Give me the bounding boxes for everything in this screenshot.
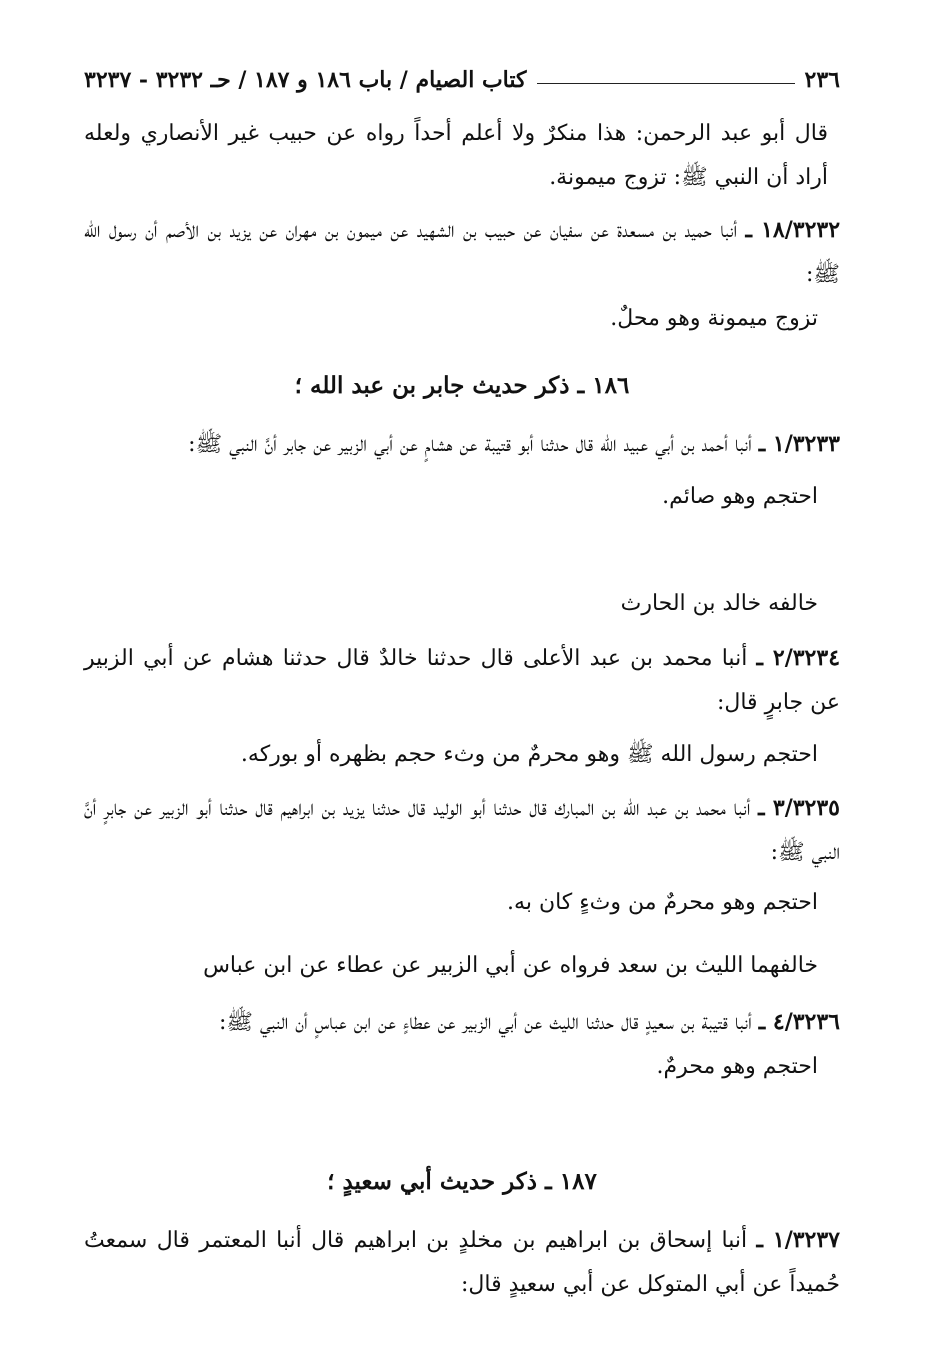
isnad-text: أنبا أحمد بن أبي عبيد الله قال حدثنا أبو قتيبة عن هشامٍ عن أبي الزبير عن جابر أنَّ النبي ﷺ: bbox=[188, 432, 752, 457]
hadith-number: ٢/٣٢٣٤ ـ bbox=[756, 645, 841, 671]
page-number: ٢٣٦ bbox=[804, 67, 840, 93]
hadith-number: ١/٣٢٣٣ ـ bbox=[758, 431, 840, 457]
hadith-3232-isnad bbox=[84, 208, 840, 297]
section-heading-186: ١٨٦ ـ ذكر حديث جابر بن عبد الله ؛ bbox=[294, 372, 630, 399]
hadith-3232-matn: تزوج ميمونة وهو محلٌ. bbox=[610, 306, 818, 331]
hadith-3232 bbox=[84, 208, 840, 341]
isnad-text: أنبا محمد بن عبد الله بن المبارك قال حدثنا أبو الوليد قال حدثنا يزيد بن ابراهيم قال حدثنا أبو الزبير عن جابرٍ أنَّ النبي ﷺ: bbox=[84, 796, 840, 865]
running-title: كتاب الصيام / باب ١٨٦ و ١٨٧ / حـ ٣٢٣٢ - ٣٢٣٧ bbox=[84, 67, 527, 93]
hadith-3234 bbox=[84, 636, 840, 777]
hadith-3237 bbox=[84, 1218, 840, 1307]
header-rule bbox=[537, 83, 795, 84]
section-heading-187: ١٨٧ ـ ذكر حديث أبي سعيدٍ ؛ bbox=[327, 1168, 597, 1195]
hadith-3236-isnad bbox=[84, 1000, 840, 1045]
isnad-text: أنبا إسحاق بن ابراهيم بن مخلدٍ بن ابراهيم قال أنبا المعتمر قال سمعتُ حُميداً عن أبي المتوكل عن أبي سعيدٍ قال: bbox=[84, 1228, 840, 1297]
note-khalid bbox=[84, 582, 840, 626]
isnad-text: أنبا قتيبة بن سعيدٍ قال حدثنا الليث عن أبي الزبير عن عطاءٍ عن ابن عباسٍ أن النبي ﷺ: bbox=[218, 1010, 752, 1035]
note-khalid-text: خالفه خالد بن الحارث bbox=[620, 591, 818, 616]
isnad-text: أنبا محمد بن عبد الأعلى قال حدثنا خالدٌ قال حدثنا هشام عن أبي الزبير عن جابرٍ قال: bbox=[84, 646, 840, 715]
commentary-text: قال أبو عبد الرحمن: هذا منكرٌ ولا أعلم أحداً رواه عن حبيب غير الأنصاري ولعله أراد أن النبي ﷺ: تزوج ميمونة. bbox=[84, 121, 828, 190]
isnad-text: أنبا حميد بن مسعدة عن سفيان عن حبيب بن الشهيد عن ميمون بن مهران عن يزيد بن الأصم أن رسول الله ﷺ: bbox=[84, 218, 840, 287]
hadith-number: ٣/٣٢٣٥ ـ bbox=[758, 795, 840, 821]
hadith-3235 bbox=[84, 786, 840, 925]
commentary-abu-abd-al-rahman bbox=[84, 112, 840, 200]
hadith-3234-matn: احتجم رسول الله ﷺ وهو محرمٌ من وثء حجم بظهره أو بوركه. bbox=[240, 742, 818, 767]
hadith-3233-isnad bbox=[84, 422, 840, 467]
hadith-3236-matn: احتجم وهو محرمٌ. bbox=[656, 1054, 818, 1079]
hadith-number: ١٨/٣٢٣٢ ـ bbox=[745, 217, 841, 243]
hadith-number: ٤/٣٢٣٦ ـ bbox=[758, 1009, 840, 1035]
note-layth-text: خالفهما الليث بن سعد فرواه عن أبي الزبير عن عطاء عن ابن عباس bbox=[203, 953, 818, 978]
hadith-3234-isnad bbox=[84, 636, 840, 725]
page-header bbox=[84, 60, 840, 100]
hadith-3233 bbox=[84, 422, 840, 519]
hadith-3235-matn: احتجم وهو محرمٌ من وثءٍ كان به. bbox=[507, 890, 818, 915]
note-layth bbox=[84, 944, 840, 988]
hadith-3233-matn: احتجم وهو صائم. bbox=[662, 484, 818, 509]
hadith-3236 bbox=[84, 1000, 840, 1089]
hadith-number: ١/٣٢٣٧ ـ bbox=[756, 1227, 840, 1253]
hadith-3237-isnad bbox=[84, 1218, 840, 1307]
hadith-3235-isnad bbox=[84, 786, 840, 875]
